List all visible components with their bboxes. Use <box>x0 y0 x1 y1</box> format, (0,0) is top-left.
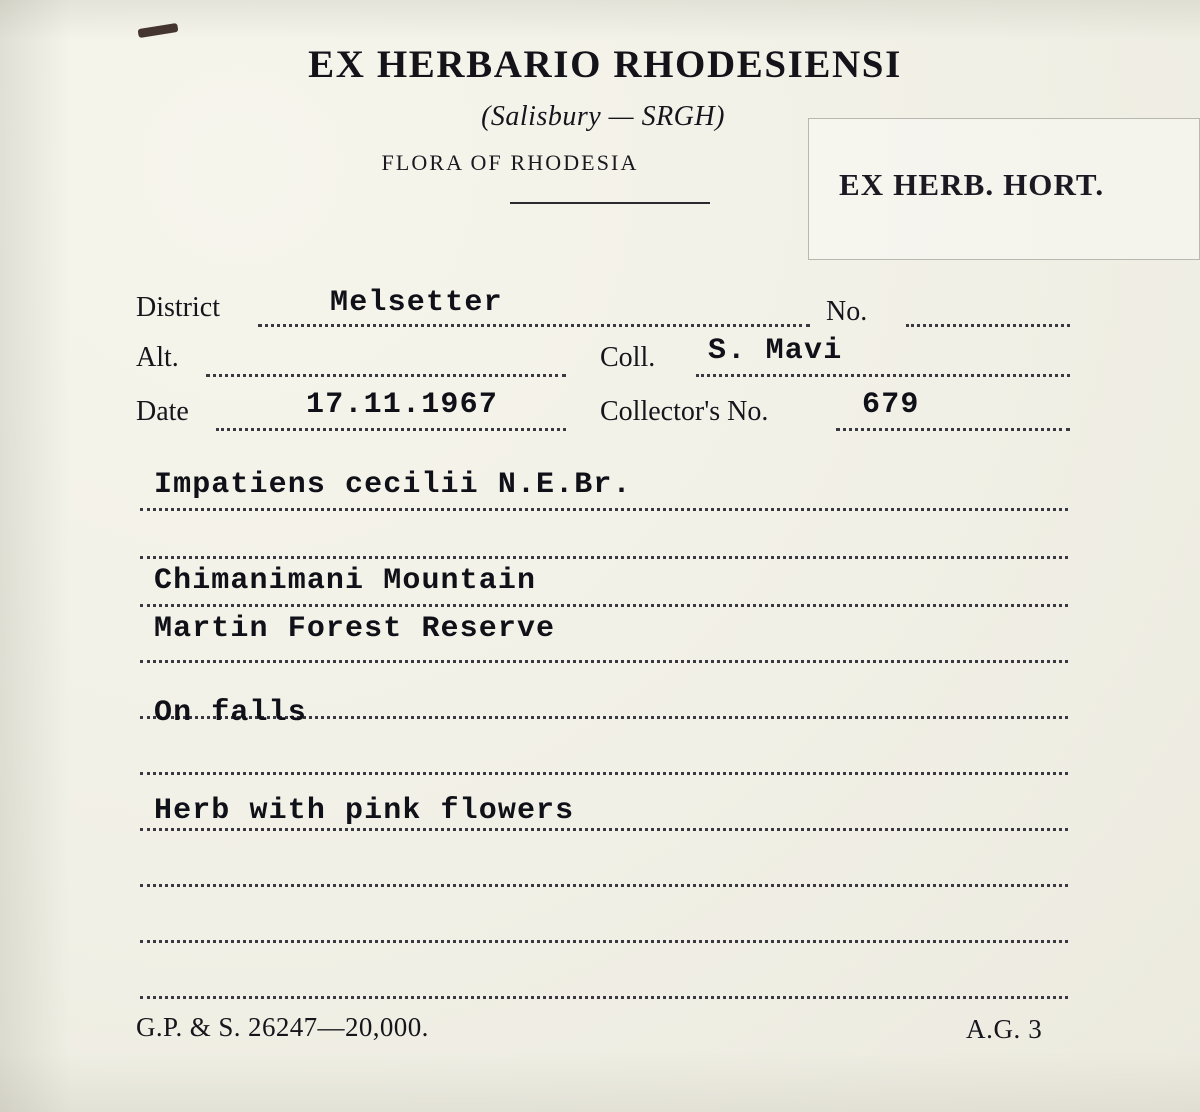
coll-value[interactable]: S. Mavi <box>708 334 843 368</box>
coll-label: Coll. <box>600 342 656 373</box>
date-label: Date <box>136 396 189 427</box>
institution-title: EX HERBARIO RHODESIENSI <box>308 43 902 86</box>
paper-edge-shading-top <box>0 0 1200 40</box>
body-rule-7 <box>140 828 1068 831</box>
habitat-line[interactable]: On falls <box>154 696 307 730</box>
date-dotted-rule <box>216 428 566 431</box>
flora-region-title: FLORA OF RHODESIA <box>381 150 639 175</box>
collectors-no-value[interactable]: 679 <box>862 388 920 422</box>
locality-line-2[interactable]: Martin Forest Reserve <box>154 612 556 646</box>
district-dotted-rule <box>258 324 810 327</box>
body-rule-1 <box>140 508 1068 511</box>
herbarium-stamp-text: EX HERB. HORT. <box>839 167 1105 202</box>
form-row-date-collector-no <box>0 386 1200 438</box>
form-row-alt-coll <box>0 334 1200 386</box>
body-rule-9 <box>140 940 1068 943</box>
locality-line-1[interactable]: Chimanimani Mountain <box>154 564 537 598</box>
header-divider-rule <box>510 202 710 204</box>
district-label: District <box>136 292 220 323</box>
district-value[interactable]: Melsetter <box>330 286 503 320</box>
body-rule-8 <box>140 884 1068 887</box>
body-rule-10 <box>140 996 1068 999</box>
form-row-district <box>0 282 1200 334</box>
paper-edge-shading-bottom <box>0 1052 1200 1112</box>
form-code: A.G. 3 <box>966 1014 1043 1044</box>
collectors-no-label: Collector's No. <box>600 396 769 427</box>
body-rule-4 <box>140 660 1068 663</box>
printer-imprint: G.P. & S. 26247—20,000. <box>136 1012 429 1042</box>
description-line[interactable]: Herb with pink flowers <box>154 794 575 828</box>
label-form-fields <box>0 282 1200 438</box>
body-rule-6 <box>140 772 1068 775</box>
body-rule-2 <box>140 556 1068 559</box>
no-label: No. <box>826 296 868 327</box>
collectors-no-dotted-rule <box>836 428 1070 431</box>
alt-label: Alt. <box>136 342 179 373</box>
body-rule-3 <box>140 604 1068 607</box>
date-value[interactable]: 17.11.1967 <box>306 388 499 422</box>
coll-dotted-rule <box>696 374 1070 377</box>
institution-location: (Salisbury — SRGH) <box>481 101 725 132</box>
alt-dotted-rule <box>206 374 566 377</box>
ink-smudge-mark <box>138 23 179 38</box>
no-dotted-rule <box>906 324 1070 327</box>
species-name[interactable]: Impatiens cecilii N.E.Br. <box>154 468 632 502</box>
herbarium-stamp-box <box>808 118 1200 260</box>
